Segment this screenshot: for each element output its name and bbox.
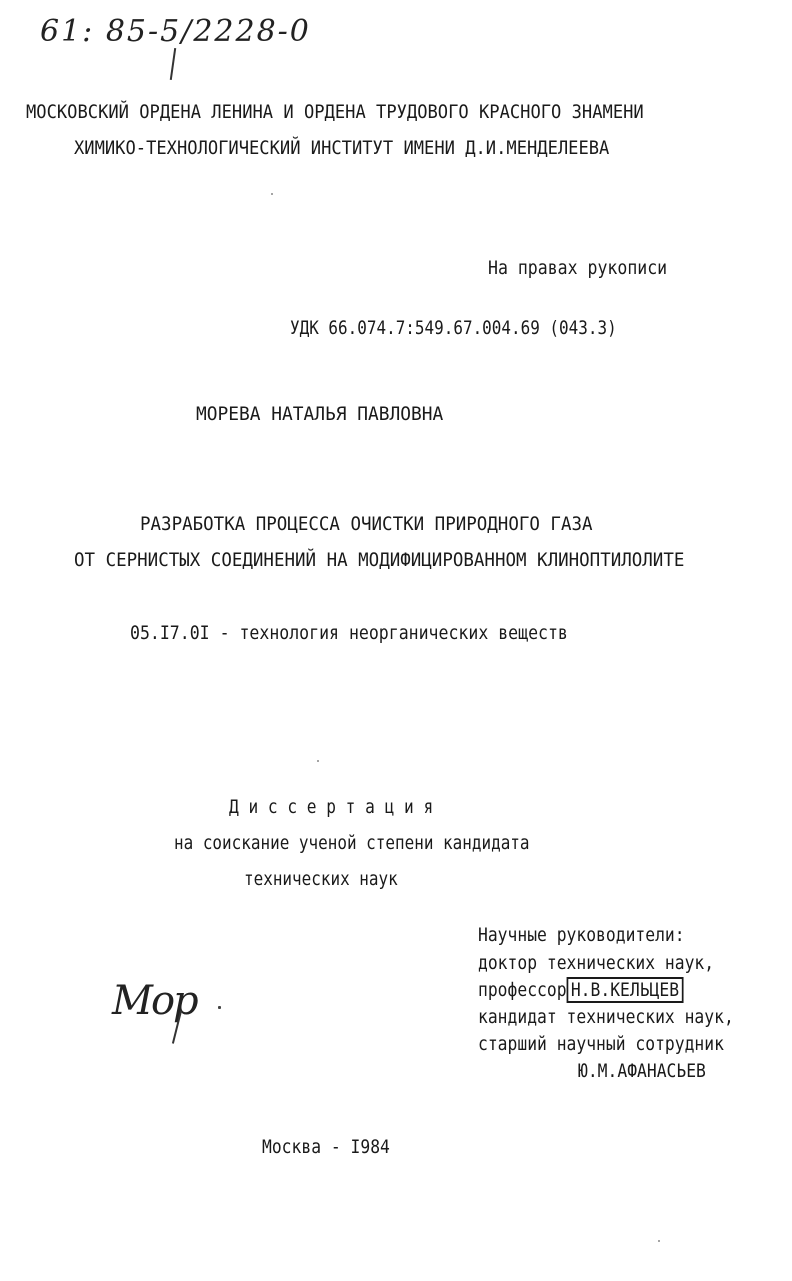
supervisor-2-title: старший научный сотрудник: [478, 1033, 724, 1055]
handwritten-slash-stroke: [170, 48, 176, 80]
supervisor-2-degree: кандидат технических наук,: [478, 1006, 734, 1028]
signature-dot: [218, 1006, 221, 1009]
author-name: МОРЕВА НАТАЛЬЯ ПАВЛОВНА: [196, 403, 444, 425]
manuscript-rights: На правах рукописи: [488, 257, 668, 279]
speck: [658, 1240, 660, 1242]
degree-line: на соискание ученой степени кандидата: [174, 832, 530, 854]
speck: [317, 760, 319, 762]
specialty-code: 05.I7.0I - технология неорганических веществ: [130, 622, 568, 644]
supervisor-1-title: профессор: [478, 979, 567, 1001]
city-and-year: Москва - I984: [262, 1136, 390, 1158]
handwritten-signature: Мор: [112, 978, 197, 1024]
supervisors-heading: Научные руководители:: [478, 924, 685, 946]
handwritten-archive-code: 61: 85-5/2228-0: [40, 14, 311, 49]
institution-line-2: ХИМИКО-ТЕХНОЛОГИЧЕСКИЙ ИНСТИТУТ ИМЕНИ Д.И.МЕНДЕЛЕЕВА: [74, 137, 610, 159]
speck: [271, 193, 273, 195]
dissertation-title-line-2: ОТ СЕРНИСТЫХ СОЕДИНЕНИЙ НА МОДИФИЦИРОВАННОМ КЛИНОПТИЛОЛИТЕ: [74, 549, 685, 571]
udc-code: УДК 66.074.7:549.67.004.69 (043.3): [290, 317, 617, 339]
supervisor-1-title-name: [478, 978, 717, 1002]
degree-field: технических наук: [244, 868, 398, 890]
dissertation-title-line-1: РАЗРАБОТКА ПРОЦЕССА ОЧИСТКИ ПРИРОДНОГО ГАЗА: [140, 513, 593, 535]
supervisor-1-name-boxed: Н.В.КЕЛЬЦЕВ: [567, 977, 684, 1003]
supervisor-1-degree: доктор технических наук,: [478, 952, 715, 974]
institution-line-1: МОСКОВСКИЙ ОРДЕНА ЛЕНИНА И ОРДЕНА ТРУДОВОГО КРАСНОГО ЗНАМЕНИ: [26, 101, 644, 123]
dissertation-heading: Д и с с е р т а ц и я: [229, 796, 434, 818]
supervisor-2-name: Ю.М.АФАНАСЬЕВ: [578, 1060, 706, 1082]
